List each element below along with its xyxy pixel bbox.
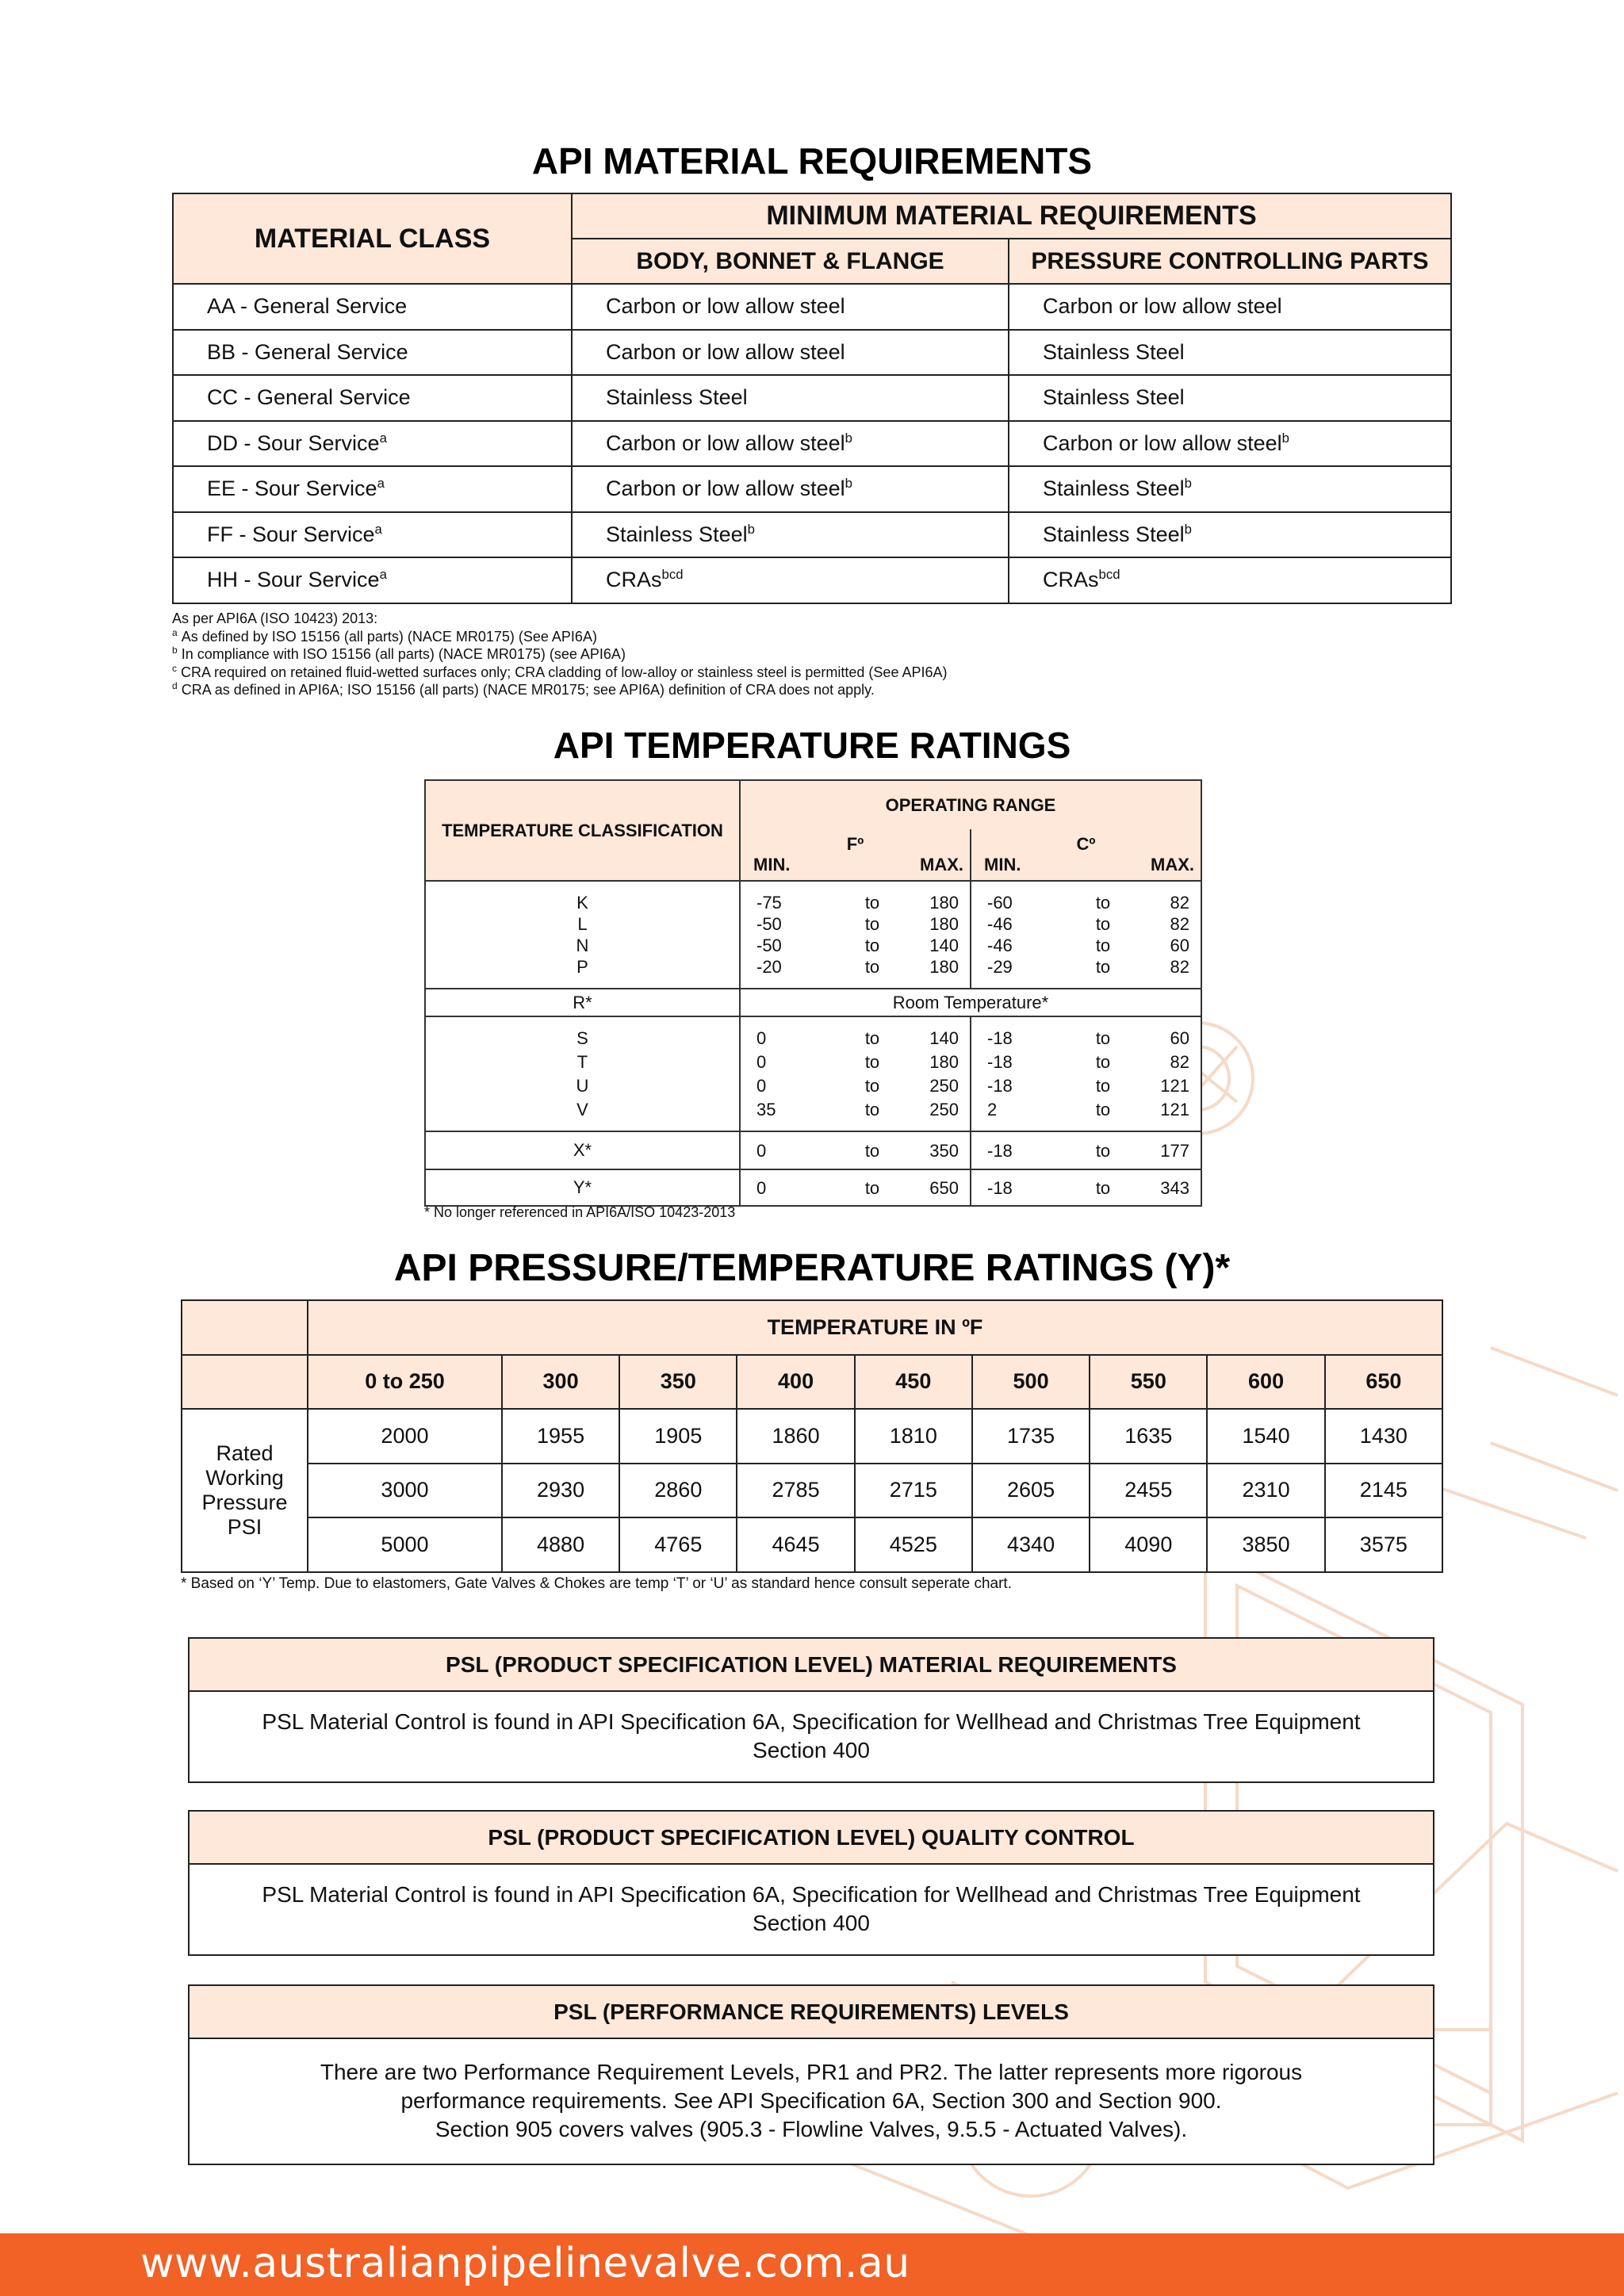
material-class-header: MATERIAL CLASS: [173, 193, 572, 284]
pcp-material-cell: Stainless Steel: [1009, 330, 1451, 376]
pressure-cell: 1430: [1325, 1409, 1442, 1464]
footnote-item: $^a$ As defined by ISO 15156 (all parts) (NACE MR0175) (See API6A): [172, 626, 597, 645]
pressure-cell: 4880: [502, 1517, 619, 1572]
max-label: MAX.: [1151, 855, 1194, 874]
pressure-cell: 2310: [1207, 1464, 1324, 1518]
pressure-cell: 3575: [1325, 1517, 1442, 1572]
footnote-item: $^c$ CRA required on retained fluid-wetted surfaces only; CRA cladding of low-alloy or stainless steel is permitted (See API6A): [172, 662, 948, 680]
pressure-footnote: * Based on ‘Y’ Temp. Due to elastomers, Gate Valves & Chokes are temp ‘T’ or ‘U’ as standard hence consult seperate chart.: [181, 1575, 1012, 1592]
pressure-temperature-table: [181, 1299, 1443, 1573]
temp-col-header: 650: [1325, 1355, 1442, 1410]
table-row: [173, 421, 1451, 467]
pressure-cell: 1955: [502, 1409, 619, 1464]
operating-range-header: OPERATING RANGE: [740, 780, 1201, 829]
table-row: [425, 989, 1201, 1016]
temp-col-header: 600: [1207, 1355, 1324, 1410]
pressure-cell: 5000: [308, 1517, 502, 1572]
pressure-cell: 2930: [502, 1464, 619, 1518]
pressure-section-title: API PRESSURE/TEMPERATURE RATINGS (Y)*: [393, 1247, 1231, 1289]
pressure-cell: 4525: [855, 1517, 972, 1572]
psl-performance-title: PSL (PERFORMANCE REQUIREMENTS) LEVELS: [190, 1986, 1433, 2039]
pressure-controlling-parts-header: PRESSURE CONTROLLING PARTS: [1009, 239, 1451, 284]
psl-material-box: [188, 1637, 1434, 1783]
psl-quality-box: [188, 1810, 1434, 1956]
material-section-title: API MATERIAL REQUIREMENTS: [531, 140, 1093, 182]
class-cell: X*: [425, 1131, 740, 1169]
material-class-cell: EE - Sour Service$^a$: [173, 466, 572, 512]
table-row: [425, 1016, 1201, 1131]
pressure-cell: 1810: [855, 1409, 972, 1464]
table-row: [425, 1169, 1201, 1206]
body-material-cell: Carbon or low allow steel$^b$: [572, 466, 1009, 512]
psl-material-title: PSL (PRODUCT SPECIFICATION LEVEL) MATERIAL REQUIREMENTS: [190, 1639, 1433, 1692]
psl-performance-box: [188, 1984, 1434, 2165]
material-class-cell: HH - Sour Service$^a$: [173, 557, 572, 603]
website-link[interactable]: www.australianpipelinevalve.com.au: [140, 2240, 910, 2287]
pressure-cell: 2605: [972, 1464, 1090, 1518]
temp-col-header: 450: [855, 1355, 972, 1410]
pressure-cell: 1635: [1090, 1409, 1207, 1464]
temp-col-header: 300: [502, 1355, 619, 1410]
celsius-header: [971, 829, 1201, 881]
pressure-cell: 4090: [1090, 1517, 1207, 1572]
pressure-cell: 1860: [737, 1409, 854, 1464]
celsius-unit: Cº: [1076, 834, 1096, 854]
celsius-range: -18 to 343: [971, 1169, 1201, 1206]
pressure-cell: 2455: [1090, 1464, 1207, 1518]
table-row: [173, 284, 1451, 330]
body-material-cell: Carbon or low allow steel: [572, 330, 1009, 376]
table-row: [173, 512, 1451, 558]
pressure-cell: 4765: [619, 1517, 737, 1572]
table-row: [182, 1464, 1442, 1518]
table-row: [425, 881, 1201, 989]
psl-performance-body: There are two Performance Requirement Levels, PR1 and PR2. The latter represents more rigorous performance requirements. See API Specification 6A, Section 300 and Section 900. Section 905 covers valves (905.3 - Flowline Valves, 9.5.5 - Actuated Valves).: [320, 2060, 1303, 2141]
pressure-cell: 2715: [855, 1464, 972, 1518]
table-row: [173, 375, 1451, 421]
fahrenheit-range-list: -75 to 180 -50 to 180 -50 to 140 -20 to 180: [740, 881, 971, 989]
temp-col-header: 400: [737, 1355, 854, 1410]
celsius-range-list: -18 to 60 -18 to 82 -18 to 121 2 to 121: [971, 1016, 1201, 1131]
psl-material-body: PSL Material Control is found in API Specification 6A, Specification for Wellhead and Christmas Tree Equipment Section 400: [262, 1709, 1361, 1762]
material-class-cell: CC - General Service: [173, 375, 572, 421]
pressure-cell: 2145: [1325, 1464, 1442, 1518]
fahrenheit-header: [740, 829, 971, 881]
material-class-cell: FF - Sour Service$^a$: [173, 512, 572, 558]
material-requirements-table: [172, 193, 1452, 604]
min-label: MIN.: [984, 855, 1021, 874]
pressure-cell: 1735: [972, 1409, 1090, 1464]
temp-col-header: 0 to 250: [308, 1355, 502, 1410]
psl-quality-body: PSL Material Control is found in API Specification 6A, Specification for Wellhead and Christmas Tree Equipment Section 400: [262, 1882, 1361, 1935]
class-cell: Y*: [425, 1169, 740, 1206]
table-row: [173, 466, 1451, 512]
body-material-cell: Stainless Steel: [572, 375, 1009, 421]
footer-bar: [0, 2233, 1624, 2296]
room-temperature-cell: Room Temperature*: [740, 989, 1201, 1016]
pcp-material-cell: Carbon or low allow steel: [1009, 284, 1451, 330]
pressure-cell: 3000: [308, 1464, 502, 1518]
rated-working-pressure-label: Rated Working Pressure PSI: [182, 1409, 308, 1572]
temperature-classification-header: TEMPERATURE CLASSIFICATION: [425, 780, 740, 881]
pressure-cell: 4645: [737, 1517, 854, 1572]
psl-quality-title: PSL (PRODUCT SPECIFICATION LEVEL) QUALITY CONTROL: [190, 1812, 1433, 1865]
fahrenheit-unit: Fº: [846, 834, 864, 854]
min-label: MIN.: [753, 855, 791, 874]
pcp-material-cell: Stainless Steel: [1009, 375, 1451, 421]
table-row: [425, 1131, 1201, 1169]
corner-cell: [182, 1355, 308, 1410]
temperature-ratings-table: [424, 779, 1202, 1207]
pcp-material-cell: CRAs$^{bcd}$: [1009, 557, 1451, 603]
material-class-cell: AA - General Service: [173, 284, 572, 330]
pcp-material-cell: Stainless Steel$^b$: [1009, 512, 1451, 558]
body-material-cell: CRAs$^{bcd}$: [572, 557, 1009, 603]
body-material-cell: Stainless Steel$^b$: [572, 512, 1009, 558]
material-class-cell: DD - Sour Service$^a$: [173, 421, 572, 467]
pcp-material-cell: Carbon or low allow steel$^b$: [1009, 421, 1451, 467]
class-list: K L N P: [425, 881, 740, 989]
material-class-cell: BB - General Service: [173, 330, 572, 376]
body-material-cell: Carbon or low allow steel$^b$: [572, 421, 1009, 467]
temp-col-header: 350: [619, 1355, 737, 1410]
fahrenheit-range-list: 0 to 140 0 to 180 0 to 250 35 to 250: [740, 1016, 971, 1131]
celsius-range: -18 to 177: [971, 1131, 1201, 1169]
temperature-f-header: TEMPERATURE IN ºF: [308, 1300, 1442, 1355]
material-footnotes: [172, 610, 948, 699]
celsius-range-list: -60 to 82 -46 to 82 -46 to 60 -29 to 82: [971, 881, 1201, 989]
body-bonnet-flange-header: BODY, BONNET & FLANGE: [572, 239, 1009, 284]
table-row: [182, 1517, 1442, 1572]
corner-cell: [182, 1300, 308, 1355]
temperature-section-title: API TEMPERATURE RATINGS: [553, 725, 1071, 766]
pressure-cell: 4340: [972, 1517, 1090, 1572]
fahrenheit-range: 0 to 650: [740, 1169, 971, 1206]
class-cell: R*: [425, 989, 740, 1016]
minimum-material-header: MINIMUM MATERIAL REQUIREMENTS: [572, 193, 1451, 239]
body-material-cell: Carbon or low allow steel: [572, 284, 1009, 330]
footnote-item: $^d$ CRA as defined in API6A; ISO 15156 (all parts) (NACE MR0175; see API6A) definition of CRA does not apply.: [172, 680, 875, 698]
footnote-item: $^b$ In compliance with ISO 15156 (all parts) (NACE MR0175) (see API6A): [172, 645, 626, 662]
class-list: S T U V: [425, 1016, 740, 1131]
temperature-footnote: * No longer referenced in API6A/ISO 10423-2013: [424, 1204, 736, 1220]
material-rows: [173, 284, 1451, 603]
temp-col-header: 550: [1090, 1355, 1207, 1410]
pressure-cell: 2860: [619, 1464, 737, 1518]
table-row: [173, 330, 1451, 376]
table-row: [182, 1409, 1442, 1464]
table-row: [173, 557, 1451, 603]
footnote-intro: As per API6A (ISO 10423) 2013:: [172, 610, 378, 626]
fahrenheit-range: 0 to 350: [740, 1131, 971, 1169]
pressure-cell: 1905: [619, 1409, 737, 1464]
pressure-cell: 3850: [1207, 1517, 1324, 1572]
pressure-cell: 2785: [737, 1464, 854, 1518]
temp-col-header: 500: [972, 1355, 1090, 1410]
max-label: MAX.: [920, 855, 963, 874]
pcp-material-cell: Stainless Steel$^b$: [1009, 466, 1451, 512]
pressure-cell: 1540: [1207, 1409, 1324, 1464]
pressure-cell: 2000: [308, 1409, 502, 1464]
